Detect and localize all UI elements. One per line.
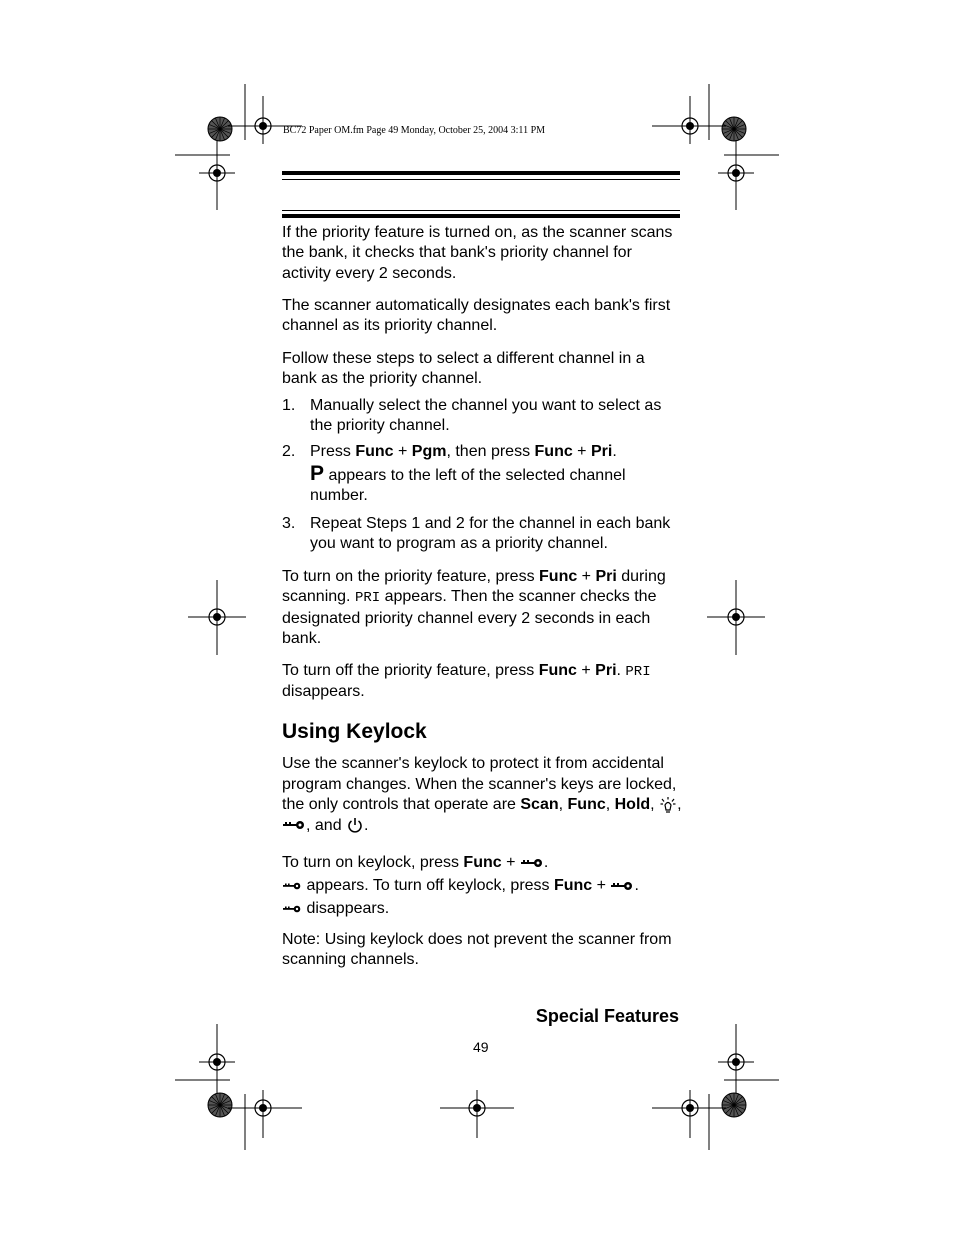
plus-sign: + [592,877,611,894]
step-3 [282,514,682,556]
text-part: appears. Then the scanner checks the designated priority channel every 2 seconds in each bank. [282,588,657,647]
page-number: 49 [473,1039,489,1055]
func-key-label: Func [538,662,577,679]
paragraph-keylock-on-off [282,851,682,920]
step-number: 2. [282,443,296,460]
keylock-indicator-icon [282,904,302,914]
top-rule-thin [282,179,680,180]
step-1 [282,396,682,438]
step-text-part: Press [310,443,356,460]
comma: , [677,796,682,813]
key-icon [610,880,634,892]
key-icon [282,819,306,831]
paragraph-priority-off [282,661,682,703]
func-key-label: Func [553,877,593,894]
step-number: 3. [282,515,296,532]
text-part: disappears. [302,900,390,917]
step-text-part: , then press [446,443,535,460]
paragraph-steps-intro: Follow these steps to select a different channel in a bank as the priority channel. [282,350,645,388]
pri-key-label: Pri [595,662,617,679]
pri-display-text: PRI [625,664,651,680]
paragraph-default-priority: The scanner automatically designates each bank's first channel as its priority channel. [282,297,671,335]
print-header: BC72 Paper OM.fm Page 49 Monday, October 25, 2004 3:11 PM [283,125,546,136]
section-rule-thick [282,214,680,218]
section-rule-thin [282,210,680,211]
pri-key-label: Pri [590,443,613,460]
step-text-part: appears to the left of the selected channel number. [310,467,626,504]
step-text: Manually select the channel you want to select as the priority channel. [310,397,662,434]
text-part: disappears. [282,683,365,701]
plus-sign: + [577,568,596,585]
step-2 [282,442,682,512]
paragraph-priority-on [282,567,682,649]
step-text [310,442,682,506]
registration-sunburst [722,117,746,141]
paragraph-keylock-intro [282,754,682,836]
hold-key-label: Hold [614,796,651,813]
period: . [612,443,617,460]
paragraph-priority-intro: If the priority feature is turned on, as the scanner scans the bank, it checks that bank's priority channel for activity every 2 seconds. [282,224,673,282]
registration-sunburst [208,1093,232,1117]
comma: , [558,796,568,813]
func-key-label: Func [463,854,502,871]
text-part: . [616,662,626,679]
top-rule-thick [282,171,680,175]
pri-display-text: PRI [354,590,381,607]
power-icon [346,816,364,834]
section-heading: Using Keylock [282,720,427,743]
plus-sign: + [501,854,520,871]
plus-sign: + [393,443,412,460]
text-part: Use the scanner's keylock to protect it from accidental program changes. When the scanner's keys are locked, the only controls that operate are [282,755,677,813]
scan-key-label: Scan [520,796,559,813]
text-part: , and [306,816,347,834]
keylock-indicator-icon [282,881,302,891]
text-part: To turn on keylock, press [282,854,464,871]
func-key-label: Func [534,443,573,460]
pri-key-label: Pri [595,568,617,585]
period: . [543,854,549,871]
footer-section-title: Special Features [535,1006,679,1026]
key-icon [520,857,544,869]
paragraph-note: Note: Using keylock does not prevent the scanner from scanning channels. [282,931,672,969]
text-part: during scanning. [282,568,666,606]
comma: , [650,796,660,813]
text-part: appears. To turn off keylock, press [302,877,554,894]
step-number: 1. [282,397,296,414]
priority-p-symbol: P [310,462,325,485]
period: . [634,877,639,894]
step-text: Repeat Steps 1 and 2 for the channel in each bank you want to program as a priority channel. [310,515,671,552]
func-key-label: Func [567,796,606,813]
plus-sign: + [572,443,591,460]
func-key-label: Func [539,568,578,585]
pgm-key-label: Pgm [411,443,447,460]
plus-sign: + [576,662,596,679]
func-key-label: Func [355,443,394,460]
comma: , [605,796,615,813]
light-icon [659,796,677,814]
text-part: To turn off the priority feature, press [282,662,539,679]
text-part: To turn on the priority feature, press [282,568,540,585]
period: . [364,816,369,834]
registration-sunburst [722,1093,746,1117]
registration-sunburst [208,117,232,141]
